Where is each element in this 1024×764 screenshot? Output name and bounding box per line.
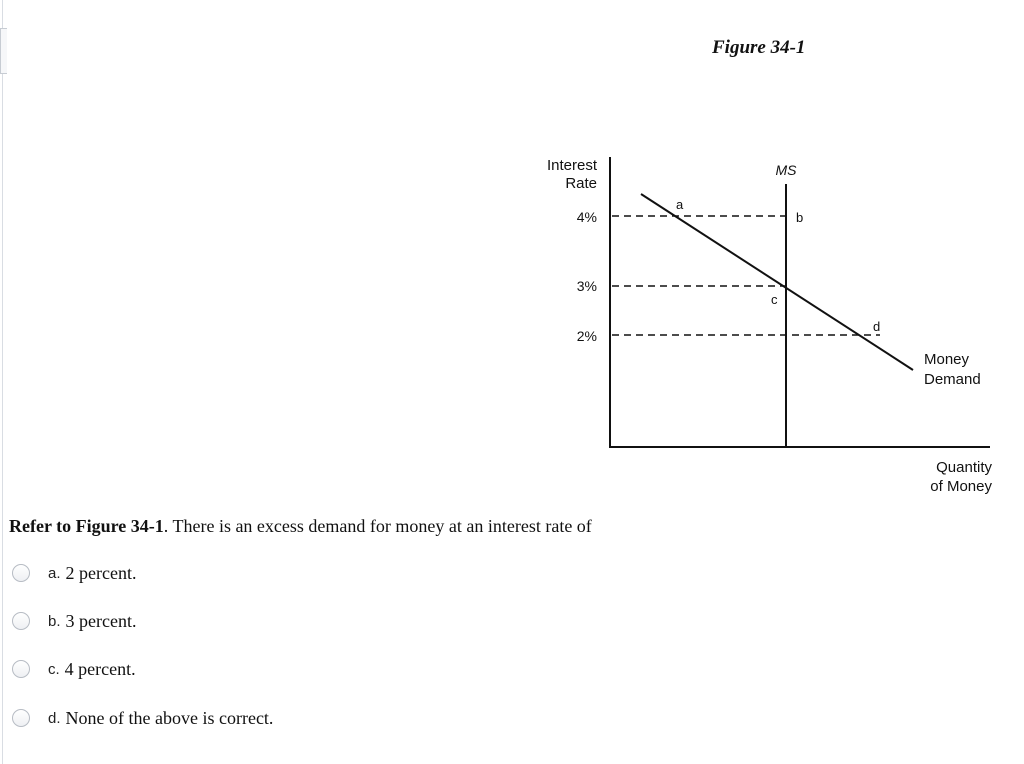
choice-b[interactable] bbox=[12, 608, 136, 634]
point-b-label: b bbox=[796, 210, 804, 225]
question-prompt bbox=[9, 516, 592, 537]
choice-b-text: 3 percent. bbox=[65, 610, 137, 631]
point-c-label: c bbox=[771, 292, 778, 307]
choice-c-letter: c. bbox=[48, 660, 60, 678]
x-axis-label-line2: of Money bbox=[930, 478, 992, 495]
point-d-label: d bbox=[873, 319, 881, 334]
money-demand-label-line2: Demand bbox=[924, 371, 981, 388]
question-text: . There is an excess demand for money at an interest rate of bbox=[163, 516, 592, 536]
tick-2pct: 2% bbox=[576, 328, 597, 344]
choice-b-letter: b. bbox=[48, 612, 61, 630]
choice-a-letter: a. bbox=[48, 564, 61, 582]
tick-3pct: 3% bbox=[576, 278, 597, 294]
tick-4pct: 4% bbox=[576, 209, 597, 225]
money-supply-label: MS bbox=[775, 162, 797, 178]
figure-title: Figure 34-1 bbox=[712, 37, 806, 58]
choice-a-text: 2 percent. bbox=[65, 562, 137, 583]
choice-d[interactable] bbox=[12, 705, 273, 731]
choice-b-radio[interactable] bbox=[12, 612, 30, 630]
money-demand-line bbox=[641, 194, 913, 370]
choice-a-radio[interactable] bbox=[12, 564, 30, 582]
choice-d-radio[interactable] bbox=[12, 709, 30, 727]
y-axis-label-line1: Interest bbox=[546, 157, 597, 174]
y-axis-label-line2: Rate bbox=[565, 175, 597, 192]
point-a-label: a bbox=[676, 197, 684, 212]
choice-d-text: None of the above is correct. bbox=[65, 707, 274, 728]
choice-c-radio[interactable] bbox=[12, 660, 30, 678]
x-axis-label-line1: Quantity bbox=[936, 459, 992, 476]
choice-a[interactable] bbox=[12, 560, 136, 586]
choice-c-text: 4 percent. bbox=[64, 658, 136, 679]
question-figure-reference: Refer to Figure 34-1 bbox=[9, 516, 164, 536]
choice-d-letter: d. bbox=[48, 709, 61, 727]
choice-c[interactable] bbox=[12, 656, 136, 682]
money-demand-label-line1: Money bbox=[924, 351, 970, 368]
